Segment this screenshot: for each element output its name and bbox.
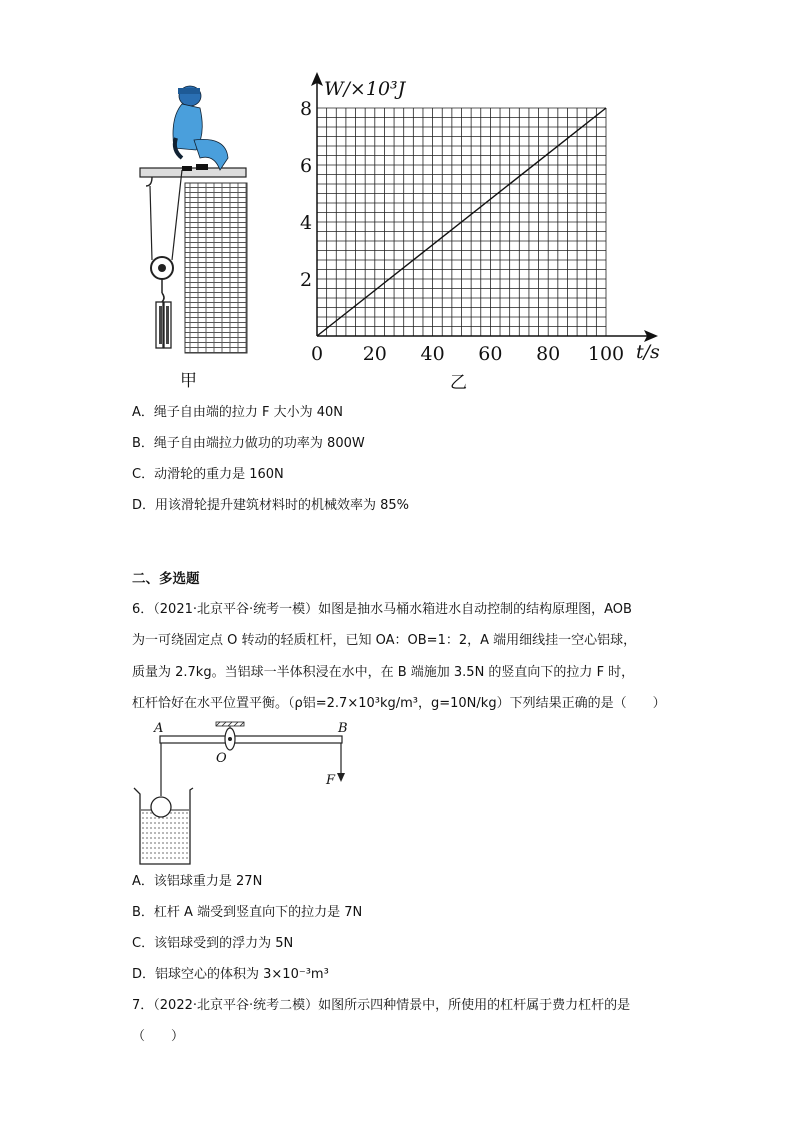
q6-option-a: A．该铝球重力是 27N bbox=[132, 874, 263, 889]
x-axis-label: t/s bbox=[636, 341, 660, 363]
x-tick-label: 80 bbox=[536, 343, 561, 365]
worker-icon bbox=[173, 86, 228, 171]
y-tick-label: 4 bbox=[299, 212, 313, 234]
lever-beaker-figure bbox=[130, 718, 360, 868]
label-o: O bbox=[216, 751, 227, 766]
label-b: B bbox=[338, 721, 348, 736]
q6-option-b: B．杠杆 A 端受到竖直向下的拉力是 7N bbox=[132, 905, 363, 920]
x-tick-label: 20 bbox=[362, 343, 387, 365]
label-a: A bbox=[154, 721, 164, 736]
lever-bar bbox=[160, 736, 342, 743]
q6-option-d: D．铝球空心的体积为 3×10⁻³m³ bbox=[132, 967, 329, 982]
q7-line-2: （ ） bbox=[132, 1029, 185, 1044]
q6-line-1: 6．（2021·北京平谷·统考一模）如图是抽水马桶水箱进水自动控制的结构原理图，AOB bbox=[132, 602, 632, 617]
x-tick-label: 100 bbox=[587, 343, 625, 365]
q5-option-b: B．绳子自由端拉力做功的功率为 800W bbox=[132, 436, 365, 451]
q6-line-2: 为一可绕固定点 O 转动的轻质杠杆，已知 OA：OB=1：2，A 端用细线挂一空心铝球， bbox=[132, 633, 637, 648]
q7-line-1: 7．（2022·北京平谷·统考二模）如图所示四种情景中，所使用的杠杆属于费力杠杆的是 bbox=[132, 998, 631, 1013]
work-time-chart bbox=[290, 70, 670, 370]
q6-line-4: 杠杆恰好在水平位置平衡。（ρ铝=2.7×10³kg/m³，g=10N/kg）下列结果正确的是（ ） bbox=[132, 696, 666, 711]
force-arrow bbox=[337, 773, 345, 782]
q6-line-3: 质量为 2.7kg。当铝球一半体积浸在水中，在 B 端施加 3.5N 的竖直向下的拉力 F 时， bbox=[132, 665, 635, 680]
y-tick-label: 6 bbox=[299, 155, 313, 177]
platform bbox=[140, 168, 246, 177]
y-tick-label: 2 bbox=[299, 269, 313, 291]
pulley-worker-figure bbox=[130, 78, 260, 358]
figure-left-caption: 甲 bbox=[180, 371, 197, 391]
brick-wall bbox=[185, 183, 247, 353]
q5-option-d: D．用该滑轮提升建筑材料时的机械效率为 85% bbox=[132, 498, 410, 513]
q5-option-a: A．绳子自由端的拉力 F 大小为 40N bbox=[132, 405, 344, 420]
x-tick-label: 40 bbox=[420, 343, 445, 365]
x-tick-label: 0 bbox=[310, 343, 324, 365]
section-title: 二、多选题 bbox=[132, 571, 200, 587]
y-axis-label: W/×10³J bbox=[324, 78, 406, 100]
x-tick-label: 60 bbox=[478, 343, 503, 365]
q5-option-c: C．动滑轮的重力是 160N bbox=[132, 467, 284, 482]
label-f: F bbox=[326, 773, 336, 788]
y-tick-label: 8 bbox=[299, 98, 313, 120]
figure-right-caption: 乙 bbox=[450, 373, 467, 393]
q6-option-c: C．该铝球受到的浮力为 5N bbox=[132, 936, 294, 951]
aluminum-ball bbox=[151, 797, 171, 817]
